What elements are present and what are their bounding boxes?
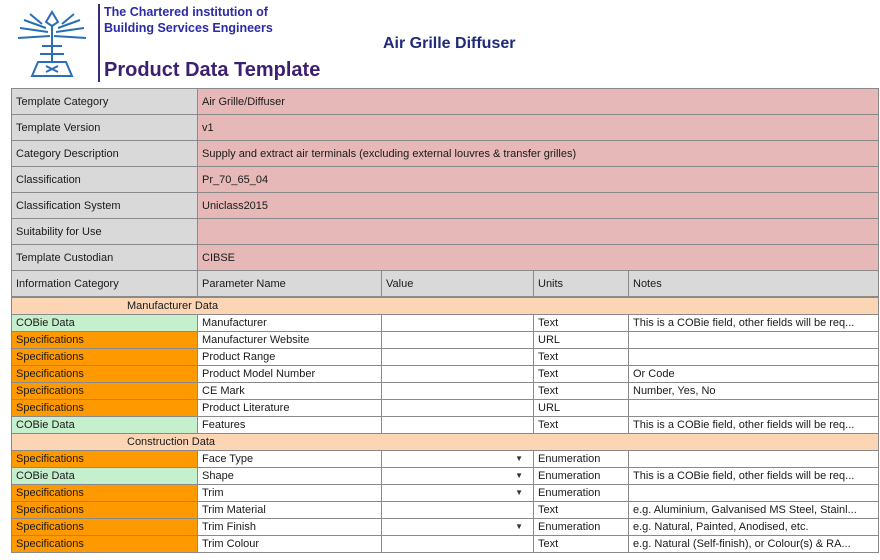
info-category-cell: Specifications	[12, 502, 198, 519]
value-field[interactable]	[382, 366, 534, 383]
parameter-name-cell: Manufacturer	[198, 315, 382, 332]
value-field[interactable]	[382, 400, 534, 417]
table-row	[12, 332, 879, 349]
page-header	[0, 0, 880, 88]
notes-cell	[629, 451, 879, 468]
value-field[interactable]	[382, 502, 534, 519]
units-cell: Text	[534, 349, 629, 366]
info-category-cell: Specifications	[12, 400, 198, 417]
metadata-value[interactable]	[198, 219, 879, 245]
info-category-cell: COBie Data	[12, 417, 198, 434]
table-row	[12, 468, 879, 485]
info-category-cell: Specifications	[12, 366, 198, 383]
notes-cell	[629, 485, 879, 502]
column-header-units: Units	[534, 271, 629, 297]
document-title: Product Data Template	[104, 59, 321, 81]
units-cell: URL	[534, 332, 629, 349]
notes-cell	[629, 349, 879, 366]
header-divider	[98, 4, 100, 82]
parameter-table	[11, 297, 879, 553]
metadata-row	[12, 89, 879, 115]
value-field[interactable]	[382, 332, 534, 349]
dropdown-arrow-icon[interactable]: ▼	[515, 471, 523, 480]
units-cell: Text	[534, 536, 629, 553]
value-field[interactable]	[382, 383, 534, 400]
notes-cell	[629, 400, 879, 417]
parameter-name-cell: CE Mark	[198, 383, 382, 400]
cibse-logo-icon	[12, 6, 92, 82]
table-row	[12, 383, 879, 400]
metadata-label: Classification	[12, 167, 198, 193]
info-category-cell: Specifications	[12, 332, 198, 349]
table-row	[12, 502, 879, 519]
table-row	[12, 485, 879, 502]
org-name-line2: Building Services Engineers	[104, 21, 273, 35]
metadata-row	[12, 141, 879, 167]
value-dropdown[interactable]	[382, 485, 534, 502]
units-cell: Text	[534, 502, 629, 519]
table-row	[12, 315, 879, 332]
metadata-row	[12, 219, 879, 245]
info-category-cell: Specifications	[12, 485, 198, 502]
metadata-row	[12, 193, 879, 219]
notes-cell: This is a COBie field, other fields will be req...	[629, 417, 879, 434]
organization-name	[104, 4, 273, 36]
metadata-value[interactable]: Air Grille/Diffuser	[198, 89, 879, 115]
table-row	[12, 366, 879, 383]
notes-cell: e.g. Natural, Painted, Anodised, etc.	[629, 519, 879, 536]
column-header-row	[12, 271, 879, 297]
column-header-info-category: Information Category	[12, 271, 198, 297]
metadata-value[interactable]: Uniclass2015	[198, 193, 879, 219]
units-cell: Text	[534, 315, 629, 332]
metadata-label: Template Custodian	[12, 245, 198, 271]
column-header-value: Value	[382, 271, 534, 297]
table-row	[12, 349, 879, 366]
table-row	[12, 400, 879, 417]
notes-cell: Number, Yes, No	[629, 383, 879, 400]
metadata-row	[12, 167, 879, 193]
info-category-cell: Specifications	[12, 451, 198, 468]
section-title: Manufacturer Data	[12, 298, 879, 315]
info-category-cell: COBie Data	[12, 468, 198, 485]
parameter-name-cell: Shape	[198, 468, 382, 485]
value-field[interactable]	[382, 349, 534, 366]
notes-cell: e.g. Aluminium, Galvanised MS Steel, Stainl...	[629, 502, 879, 519]
units-cell: Text	[534, 366, 629, 383]
parameter-name-cell: Trim Colour	[198, 536, 382, 553]
section-title: Construction Data	[12, 434, 879, 451]
units-cell: Enumeration	[534, 451, 629, 468]
parameter-name-cell: Trim Material	[198, 502, 382, 519]
table-row	[12, 536, 879, 553]
info-category-cell: Specifications	[12, 536, 198, 553]
value-dropdown[interactable]	[382, 468, 534, 485]
metadata-value[interactable]: v1	[198, 115, 879, 141]
parameter-name-cell: Trim	[198, 485, 382, 502]
template-metadata-table	[11, 88, 879, 297]
column-header-notes: Notes	[629, 271, 879, 297]
notes-cell: This is a COBie field, other fields will be req...	[629, 315, 879, 332]
table-row	[12, 519, 879, 536]
table-row	[12, 417, 879, 434]
info-category-cell: Specifications	[12, 349, 198, 366]
info-category-cell: Specifications	[12, 383, 198, 400]
value-dropdown[interactable]	[382, 519, 534, 536]
parameter-name-cell: Product Model Number	[198, 366, 382, 383]
metadata-row	[12, 245, 879, 271]
notes-cell	[629, 332, 879, 349]
units-cell: Enumeration	[534, 519, 629, 536]
metadata-label: Suitability for Use	[12, 219, 198, 245]
metadata-value[interactable]: Supply and extract air terminals (excluding external louvres & transfer grilles)	[198, 141, 879, 167]
metadata-label: Category Description	[12, 141, 198, 167]
metadata-label: Template Version	[12, 115, 198, 141]
notes-cell: Or Code	[629, 366, 879, 383]
dropdown-arrow-icon[interactable]: ▼	[515, 454, 523, 463]
units-cell: URL	[534, 400, 629, 417]
dropdown-arrow-icon[interactable]: ▼	[515, 488, 523, 497]
section-header-row	[12, 434, 879, 451]
units-cell: Enumeration	[534, 485, 629, 502]
parameter-name-cell: Features	[198, 417, 382, 434]
parameter-name-cell: Trim Finish	[198, 519, 382, 536]
section-header-row	[12, 298, 879, 315]
template-title: Air Grille Diffuser	[383, 35, 516, 52]
units-cell: Enumeration	[534, 468, 629, 485]
parameter-name-cell: Product Literature	[198, 400, 382, 417]
parameter-name-cell: Product Range	[198, 349, 382, 366]
value-field[interactable]	[382, 536, 534, 553]
metadata-value[interactable]: CIBSE	[198, 245, 879, 271]
metadata-value[interactable]: Pr_70_65_04	[198, 167, 879, 193]
notes-cell: e.g. Natural (Self-finish), or Colour(s) & RA...	[629, 536, 879, 553]
metadata-label: Classification System	[12, 193, 198, 219]
units-cell: Text	[534, 383, 629, 400]
column-header-parameter: Parameter Name	[198, 271, 382, 297]
value-field[interactable]	[382, 315, 534, 332]
value-dropdown[interactable]	[382, 451, 534, 468]
org-name-line1: The Chartered institution of	[104, 5, 268, 19]
metadata-row	[12, 115, 879, 141]
table-row	[12, 451, 879, 468]
units-cell: Text	[534, 417, 629, 434]
value-field[interactable]	[382, 417, 534, 434]
parameter-name-cell: Face Type	[198, 451, 382, 468]
info-category-cell: Specifications	[12, 519, 198, 536]
parameter-name-cell: Manufacturer Website	[198, 332, 382, 349]
info-category-cell: COBie Data	[12, 315, 198, 332]
notes-cell: This is a COBie field, other fields will be req...	[629, 468, 879, 485]
dropdown-arrow-icon[interactable]: ▼	[515, 522, 523, 531]
metadata-label: Template Category	[12, 89, 198, 115]
